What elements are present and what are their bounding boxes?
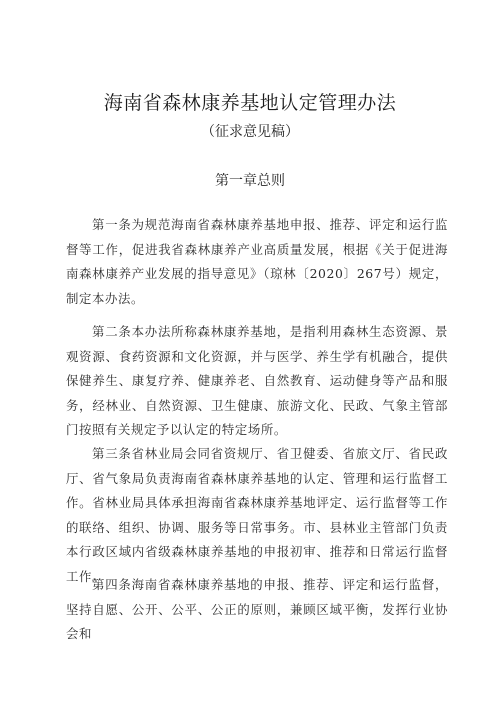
- article-paragraph-1: 第一条为规范海南省森林康养基地申报、推荐、评定和运行监督等工作，促进我省森林康养产业高质量发展，根据《关于促进海南森林康养产业发展的指导意见》（琼林〔2020〕267号）规定，制定本办法。: [66, 217, 448, 306]
- chapter-heading: 第一章总则: [215, 173, 285, 189]
- article-paragraph-2: 第二条本办法所称森林康养基地，是指利用森林生态资源、景观资源、食药资源和文化资源，并与医学、养生学有机融合，提供保健养生、康复疗养、健康养老、自然教育、运动健身等产品和服务，经林业、自然资源、卫生健康、旅游文化、民政、气象主管部门按照有关规定予以认定的特定场所。: [66, 324, 448, 437]
- article-paragraph-4: 第四条海南省森林康养基地的申报、推荐、评定和运行监督，坚持自愿、公开、公平、公正的原则，兼顾区域平衡，发挥行业协会和: [66, 577, 448, 641]
- document-subtitle: （征求意见稿）: [201, 124, 299, 140]
- article-paragraph-3: 第三条省林业局会同省资规厅、省卫健委、省旅文厅、省民政厅、省气象局负责海南省森林康养基地的认定、管理和运行监督工作。省林业局具体承担海南省森林康养基地评定、运行监督等工作的联络、组织、协调、服务等日常事务。市、县林业主管部门负责本行政区域内省级森林康养基地的申报初审、推荐和日常运行监督工作。: [66, 446, 448, 584]
- document-title: 海南省森林康养基地认定管理办法: [103, 92, 397, 114]
